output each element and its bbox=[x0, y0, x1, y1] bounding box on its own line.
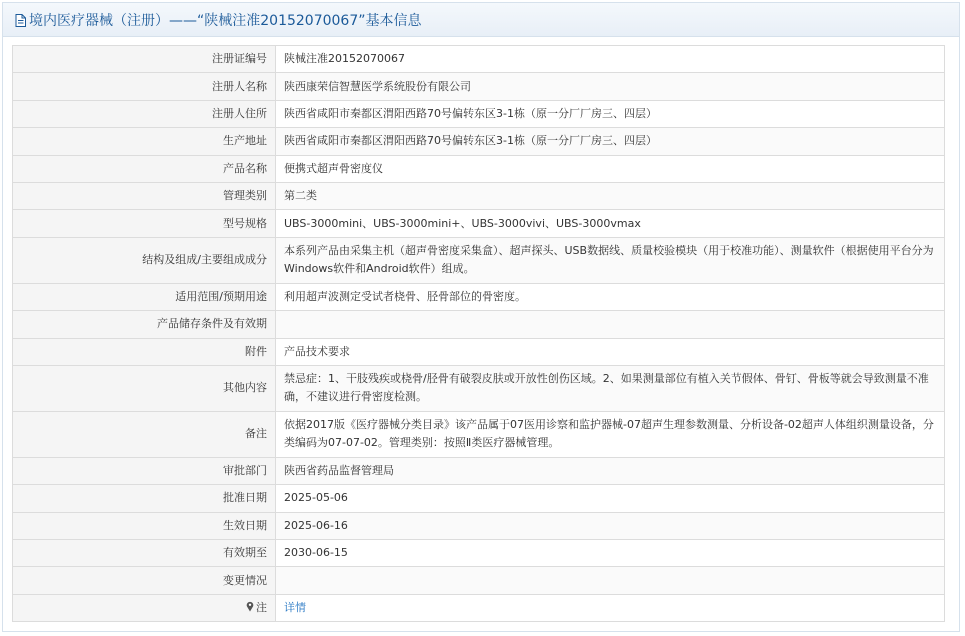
table-row bbox=[13, 512, 945, 539]
row-value-effective-date: 2025-06-16 bbox=[276, 512, 945, 539]
row-value-valid-until: 2030-06-15 bbox=[276, 540, 945, 567]
detail-link[interactable]: 详情 bbox=[284, 601, 306, 615]
row-label-registration-number: 注册证编号 bbox=[13, 46, 276, 73]
row-label-registrant-name: 注册人名称 bbox=[13, 73, 276, 100]
row-label-other: 其他内容 bbox=[13, 365, 276, 411]
row-label-storage: 产品储存条件及有效期 bbox=[13, 311, 276, 338]
row-value-note bbox=[276, 594, 945, 621]
table-row bbox=[13, 567, 945, 594]
row-label-changes: 变更情况 bbox=[13, 567, 276, 594]
row-value-model-spec: UBS-3000mini、UBS-3000mini+、UBS-3000vivi、UBS-3000vmax bbox=[276, 210, 945, 237]
row-value-approval-date: 2025-05-06 bbox=[276, 485, 945, 512]
table-row bbox=[13, 457, 945, 484]
row-label-approval-dept: 审批部门 bbox=[13, 457, 276, 484]
table-row bbox=[13, 73, 945, 100]
row-value-registration-number: 陕械注准20152070067 bbox=[276, 46, 945, 73]
row-label-valid-until: 有效期至 bbox=[13, 540, 276, 567]
pin-icon bbox=[246, 601, 254, 612]
table-row bbox=[13, 46, 945, 73]
note-label: 注 bbox=[256, 601, 267, 615]
row-label-approval-date: 批准日期 bbox=[13, 485, 276, 512]
row-value-remarks: 依据2017版《医疗器械分类目录》该产品属于07医用诊察和监护器械-07超声生理参数测量、分析设备-02超声人体组织测量设备，分类编码为07-07-02。管理类别：按照Ⅱ类医疗器械管理。 bbox=[276, 411, 945, 457]
info-table bbox=[12, 45, 945, 622]
table-row bbox=[13, 237, 945, 283]
row-value-storage bbox=[276, 311, 945, 338]
row-value-structure: 本系列产品由采集主机（超声骨密度采集盒）、超声探头、USB数据线、质量校验模块（用于校准功能）、测量软件（根据使用平台分为Windows软件和Android软件）组成。 bbox=[276, 237, 945, 283]
table-row bbox=[13, 311, 945, 338]
page-title: 境内医疗器械（注册）——“陕械注准20152070067”基本信息 bbox=[29, 12, 422, 29]
table-row bbox=[13, 411, 945, 457]
table-row bbox=[13, 182, 945, 209]
row-label-structure: 结构及组成/主要组成成分 bbox=[13, 237, 276, 283]
table-row bbox=[13, 100, 945, 127]
row-value-approval-dept: 陕西省药品监督管理局 bbox=[276, 457, 945, 484]
row-label-product-name: 产品名称 bbox=[13, 155, 276, 182]
row-label-management-category: 管理类别 bbox=[13, 182, 276, 209]
row-label-registrant-address: 注册人住所 bbox=[13, 100, 276, 127]
row-value-production-address: 陕西省咸阳市秦都区渭阳西路70号偏转东区3-1栋（原一分厂厂房三、四层） bbox=[276, 128, 945, 155]
table-row bbox=[13, 338, 945, 365]
row-label-attachment: 附件 bbox=[13, 338, 276, 365]
row-value-intended-use: 利用超声波测定受试者桡骨、胫骨部位的骨密度。 bbox=[276, 283, 945, 310]
row-value-product-name: 便携式超声骨密度仪 bbox=[276, 155, 945, 182]
panel-header bbox=[3, 3, 959, 37]
table-row bbox=[13, 365, 945, 411]
table-row bbox=[13, 155, 945, 182]
row-label-remarks: 备注 bbox=[13, 411, 276, 457]
table-row bbox=[13, 283, 945, 310]
row-label-model-spec: 型号规格 bbox=[13, 210, 276, 237]
row-value-other: 禁忌症：1、干肢残疾或桡骨/胫骨有破裂皮肤或开放性创伤区域。2、如果测量部位有植入关节假体、骨钉、骨板等就会导致测量不准确，不建议进行骨密度检测。 bbox=[276, 365, 945, 411]
table-row bbox=[13, 128, 945, 155]
table-row bbox=[13, 540, 945, 567]
row-value-registrant-address: 陕西省咸阳市秦都区渭阳西路70号偏转东区3-1栋（原一分厂厂房三、四层） bbox=[276, 100, 945, 127]
row-label-production-address: 生产地址 bbox=[13, 128, 276, 155]
row-label-effective-date: 生效日期 bbox=[13, 512, 276, 539]
row-value-changes bbox=[276, 567, 945, 594]
table-row bbox=[13, 485, 945, 512]
document-icon bbox=[15, 14, 26, 27]
table-row bbox=[13, 594, 945, 621]
row-label-note bbox=[13, 594, 276, 621]
info-table-wrapper bbox=[12, 45, 945, 622]
row-value-management-category: 第二类 bbox=[276, 182, 945, 209]
row-value-registrant-name: 陕西康荣信智慧医学系统股份有限公司 bbox=[276, 73, 945, 100]
table-row bbox=[13, 210, 945, 237]
row-value-attachment: 产品技术要求 bbox=[276, 338, 945, 365]
row-label-intended-use: 适用范围/预期用途 bbox=[13, 283, 276, 310]
